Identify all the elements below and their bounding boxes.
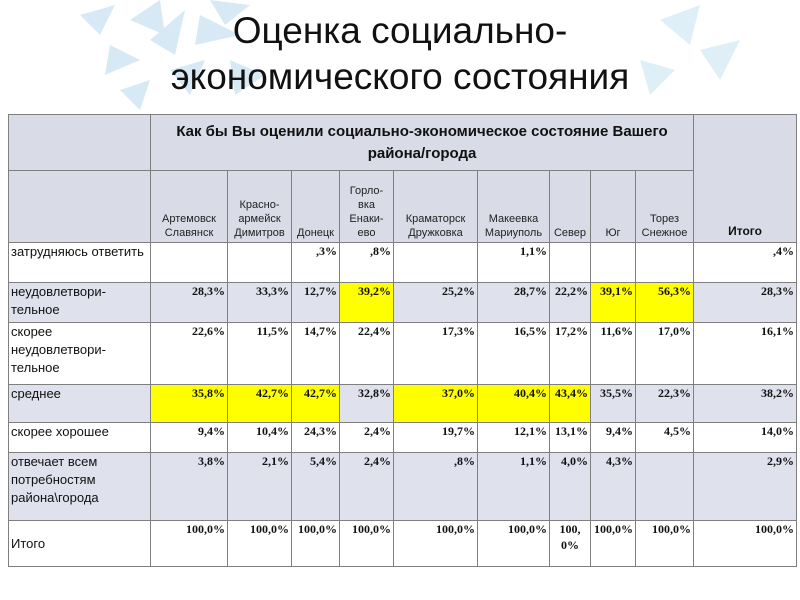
table-row — [9, 423, 797, 453]
table-cell: 4,0% — [550, 453, 591, 521]
table-row — [9, 243, 797, 283]
table-cell: 42,7% — [292, 385, 340, 423]
table-cell — [636, 243, 694, 283]
table-cell: 19,7% — [394, 423, 478, 453]
table-cell: 35,8% — [151, 385, 228, 423]
header-corner-cell-2 — [9, 171, 151, 243]
title-line-2: экономического состояния — [170, 56, 630, 97]
table-cell: 100,0% — [394, 521, 478, 567]
table-cell: 32,8% — [340, 385, 394, 423]
table-cell: 1,1% — [478, 243, 550, 283]
table-cell: 40,4% — [478, 385, 550, 423]
region-column-header: Юг — [591, 171, 636, 243]
region-column-header: Север — [550, 171, 591, 243]
row-total-cell: 28,3% — [694, 283, 797, 323]
table-cell: ,8% — [340, 243, 394, 283]
table-cell: 17,0% — [636, 323, 694, 385]
row-label: неудовлетвори-тельное — [9, 283, 151, 323]
table-cell: 22,6% — [151, 323, 228, 385]
region-column-header: Краматорск Дружковка — [394, 171, 478, 243]
row-label: Итого — [9, 521, 151, 567]
table-cell: 39,2% — [340, 283, 394, 323]
table-row — [9, 283, 797, 323]
table-cell: 25,2% — [394, 283, 478, 323]
header-corner-cell — [9, 115, 151, 171]
table-cell: 28,7% — [478, 283, 550, 323]
table-cell: 22,3% — [636, 385, 694, 423]
table-cell: 56,3% — [636, 283, 694, 323]
table-cell: 100,0% — [591, 521, 636, 567]
table-cell: 33,3% — [228, 283, 292, 323]
table-cell: 16,5% — [478, 323, 550, 385]
title-line-1: Оценка социально- — [232, 10, 568, 51]
row-total-cell: ,4% — [694, 243, 797, 283]
table-cell: 17,3% — [394, 323, 478, 385]
table-cell — [228, 243, 292, 283]
table-cell: 5,4% — [292, 453, 340, 521]
table-cell: 42,7% — [228, 385, 292, 423]
table-cell: 13,1% — [550, 423, 591, 453]
table-cell: 22,4% — [340, 323, 394, 385]
table-cell: 12,7% — [292, 283, 340, 323]
table-cell: 100,0% — [228, 521, 292, 567]
header-row-regions — [9, 171, 797, 243]
table-cell: 39,1% — [591, 283, 636, 323]
table-row — [9, 385, 797, 423]
row-label: среднее — [9, 385, 151, 423]
table-cell: 35,5% — [591, 385, 636, 423]
table-cell: 10,4% — [228, 423, 292, 453]
table-row — [9, 453, 797, 521]
table-row — [9, 521, 797, 567]
table-cell: 3,8% — [151, 453, 228, 521]
region-column-header: Торез Снежное — [636, 171, 694, 243]
table-cell: 37,0% — [394, 385, 478, 423]
table-cell: 1,1% — [478, 453, 550, 521]
table-cell: 2,1% — [228, 453, 292, 521]
table-cell: ,8% — [394, 453, 478, 521]
table-cell: 11,5% — [228, 323, 292, 385]
region-column-header: Красно-армейск Димитров — [228, 171, 292, 243]
table-cell: 100,0% — [550, 521, 591, 567]
row-total-cell: 100,0% — [694, 521, 797, 567]
table-cell: 2,4% — [340, 423, 394, 453]
table-row — [9, 323, 797, 385]
header-row-question — [9, 115, 797, 171]
row-label: отвечает всем потребностям района\города — [9, 453, 151, 521]
table-cell: 9,4% — [591, 423, 636, 453]
table-cell: 17,2% — [550, 323, 591, 385]
table-cell: 11,6% — [591, 323, 636, 385]
row-total-cell: 2,9% — [694, 453, 797, 521]
table-cell: 100,0% — [292, 521, 340, 567]
table-cell: 43,4% — [550, 385, 591, 423]
row-label: затрудняюсь ответить — [9, 243, 151, 283]
table-cell — [394, 243, 478, 283]
table-cell — [591, 243, 636, 283]
table-cell: 22,2% — [550, 283, 591, 323]
table-cell: 4,3% — [591, 453, 636, 521]
table-cell: 2,4% — [340, 453, 394, 521]
region-column-header: Донецк — [292, 171, 340, 243]
table-cell — [636, 453, 694, 521]
question-header: Как бы Вы оценили социально-экономическое состояние Вашего района/города — [151, 115, 694, 171]
table-cell — [550, 243, 591, 283]
row-label: скорее хорошее — [9, 423, 151, 453]
total-column-header: Итого — [694, 115, 797, 243]
table-cell — [151, 243, 228, 283]
table-cell: 24,3% — [292, 423, 340, 453]
table-cell: 100,0% — [151, 521, 228, 567]
table-cell: 9,4% — [151, 423, 228, 453]
region-column-header: Артемовск Славянск — [151, 171, 228, 243]
table-cell: 4,5% — [636, 423, 694, 453]
table-cell: 12,1% — [478, 423, 550, 453]
table-cell: 28,3% — [151, 283, 228, 323]
region-column-header: Горло-вка Енаки-ево — [340, 171, 394, 243]
table-cell: 14,7% — [292, 323, 340, 385]
row-total-cell: 14,0% — [694, 423, 797, 453]
region-column-header: Макеевка Мариуполь — [478, 171, 550, 243]
table-cell: ,3% — [292, 243, 340, 283]
row-total-cell: 38,2% — [694, 385, 797, 423]
survey-table — [8, 114, 797, 567]
row-total-cell: 16,1% — [694, 323, 797, 385]
page-title — [0, 8, 800, 100]
table-cell: 100,0% — [636, 521, 694, 567]
table-cell: 100,0% — [340, 521, 394, 567]
table-cell: 100,0% — [478, 521, 550, 567]
row-label: скорее неудовлетвори-тельное — [9, 323, 151, 385]
